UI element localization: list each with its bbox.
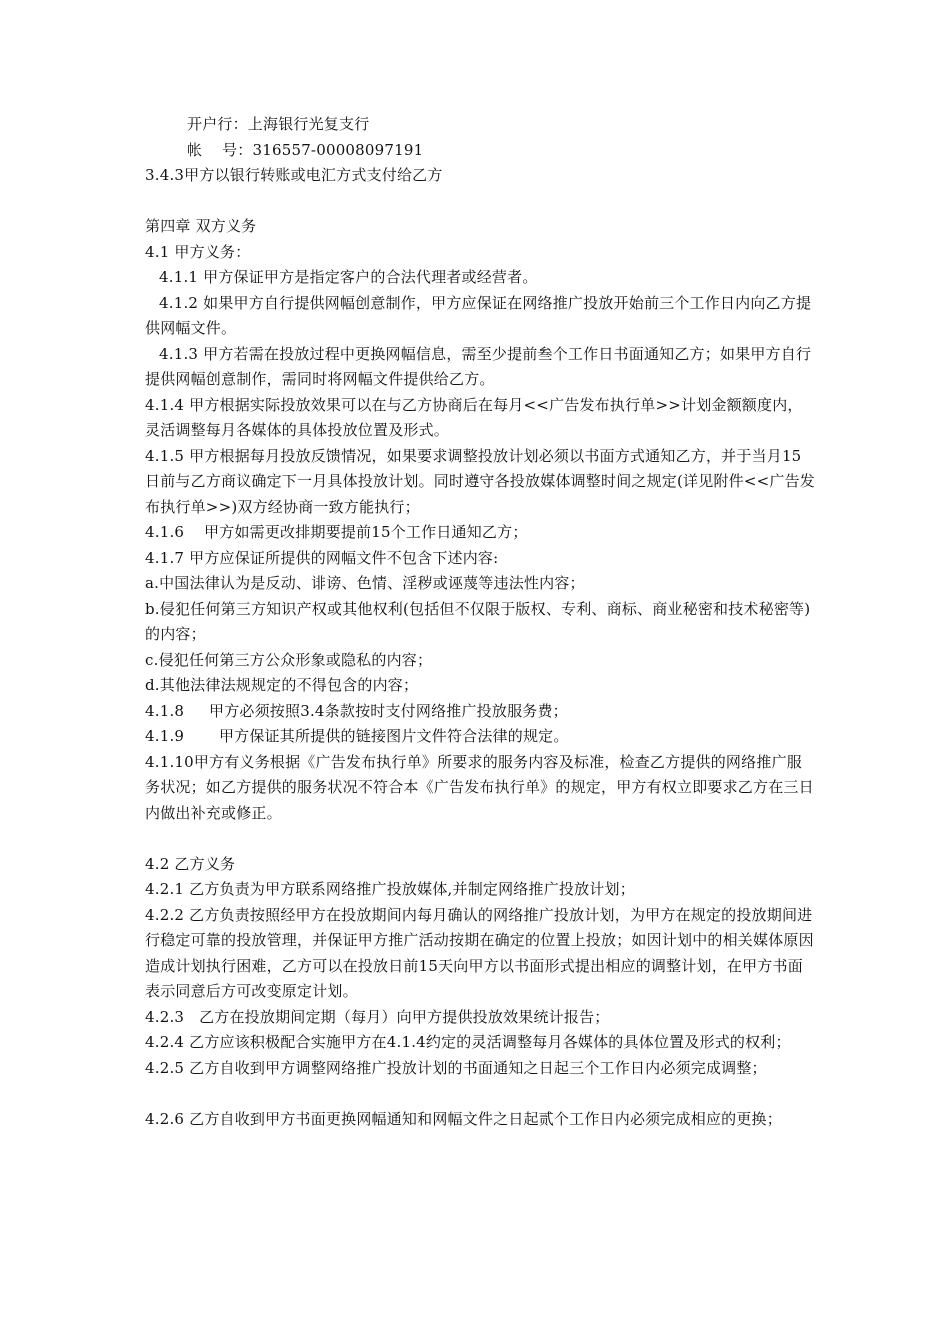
clause-4-2-2: 4.2.2 乙方负责按照经甲方在投放期间内每月确认的网络推广投放计划，为甲方在规定的投放期间进行稳定可靠的投放管理，并保证甲方推广活动按期在确定的位置上投放；如因计划中的相关媒体原因造成计划执行困难，乙方可以在投放日前15天向甲方以书面形式提出相应的调整计划，在甲方书面表示同意后方可改变原定计划。 (145, 905, 814, 1000)
clause-4-1-7: 4.1.7 甲方应保证所提供的网幅文件不包含下述内容: (145, 548, 499, 567)
bank-branch: 开户行：上海银行光复支行 (187, 115, 370, 133)
clause-4-1-7-c: c.侵犯任何第三方公众形象或隐私的内容； (145, 650, 433, 669)
clause-4-1-7-d: d.其他法律法规规定的不得包含的内容； (145, 676, 419, 694)
bank-account: 帐 号：316557-00008097191 (187, 140, 424, 159)
clause-4-1-4: 4.1.4 甲方根据实际投放效果可以在与乙方协商后在每月<<广告发布执行单>>计划金额额度内，灵活调整每月各媒体的具体投放位置及形式。 (145, 395, 803, 439)
clause-4-1-9: 4.1.9 甲方保证其所提供的链接图片文件符合法律的规定。 (145, 727, 569, 745)
blank-line (145, 1081, 815, 1107)
clause-4-1-3: 4.1.3 甲方若需在投放过程中更换网幅信息，需至少提前叁个工作日书面通知乙方；如果甲方自行提供网幅创意制作，需同时将网幅文件提供给乙方。 (145, 344, 812, 388)
blank-line (145, 189, 815, 215)
clause-4-1-7-a: a.中国法律认为是反动、诽谤、色情、淫秽或诬蔑等违法性内容； (145, 574, 585, 592)
clause-4-1-1: 4.1.1 甲方保证甲方是指定客户的合法代理者或经营者。 (159, 268, 538, 286)
clause-4-1-5: 4.1.5 甲方根据每月投放反馈情况，如果要求调整投放计划必须以书面方式通知乙方，并于当月15日前与乙方商议确定下一月具体投放计划。同时遵守各投放媒体调整时间之规定(详见附件<<广告发布执行单>>)双方经协商一致方能执行； (145, 446, 815, 516)
clause-4-2-3: 4.2.3 乙方在投放期间定期（每月）向甲方提供投放效果统计报告； (145, 1007, 610, 1026)
clause-4-1-10: 4.1.10甲方有义务根据《广告发布执行单》所要求的服务内容及标准，检查乙方提供的网络推广服务状况；如乙方提供的服务状况不符合本《广告发布执行单》的规定，甲方有权立即要求乙方在三日内做出补充或修正。 (145, 752, 814, 822)
clause-4-1-6: 4.1.6 甲方如需更改排期要提前15个工作日通知乙方； (145, 523, 528, 541)
chapter-title: 第四章 双方义务 (145, 217, 257, 235)
clause-4-2-1: 4.2.1 乙方负责为甲方联系网络推广投放媒体,并制定网络推广投放计划； (145, 880, 635, 898)
clause-3-4-3: 3.4.3甲方以银行转账或电汇方式支付给乙方 (145, 166, 443, 184)
clause-4-2-6: 4.2.6 乙方自收到甲方书面更换网幅通知和网幅文件之日起贰个工作日内必须完成相应的更换； (145, 1109, 782, 1128)
section-4-2-title: 4.2 乙方义务 (145, 854, 236, 873)
contract-body (145, 112, 815, 1132)
blank-line (145, 826, 815, 852)
clause-4-1-2: 4.1.2 如果甲方自行提供网幅创意制作，甲方应保证在网络推广投放开始前三个工作日内向乙方提供网幅文件。 (145, 293, 812, 337)
clause-4-2-4: 4.2.4 乙方应该积极配合实施甲方在4.1.4约定的灵活调整每月各媒体的具体位置及形式的权利； (145, 1033, 791, 1051)
section-4-1-title: 4.1 甲方义务： (145, 242, 251, 261)
clause-4-1-7-b: b.侵犯任何第三方知识产权或其他权利(包括但不仅限于版权、专利、商标、商业秘密和技术秘密等)的内容； (145, 599, 811, 643)
clause-4-1-8: 4.1.8 甲方必须按照3.4条款按时支付网络推广投放服务费； (145, 701, 568, 720)
clause-4-2-5: 4.2.5 乙方自收到甲方调整网络推广投放计划的书面通知之日起三个工作日内必须完成调整； (145, 1058, 767, 1077)
